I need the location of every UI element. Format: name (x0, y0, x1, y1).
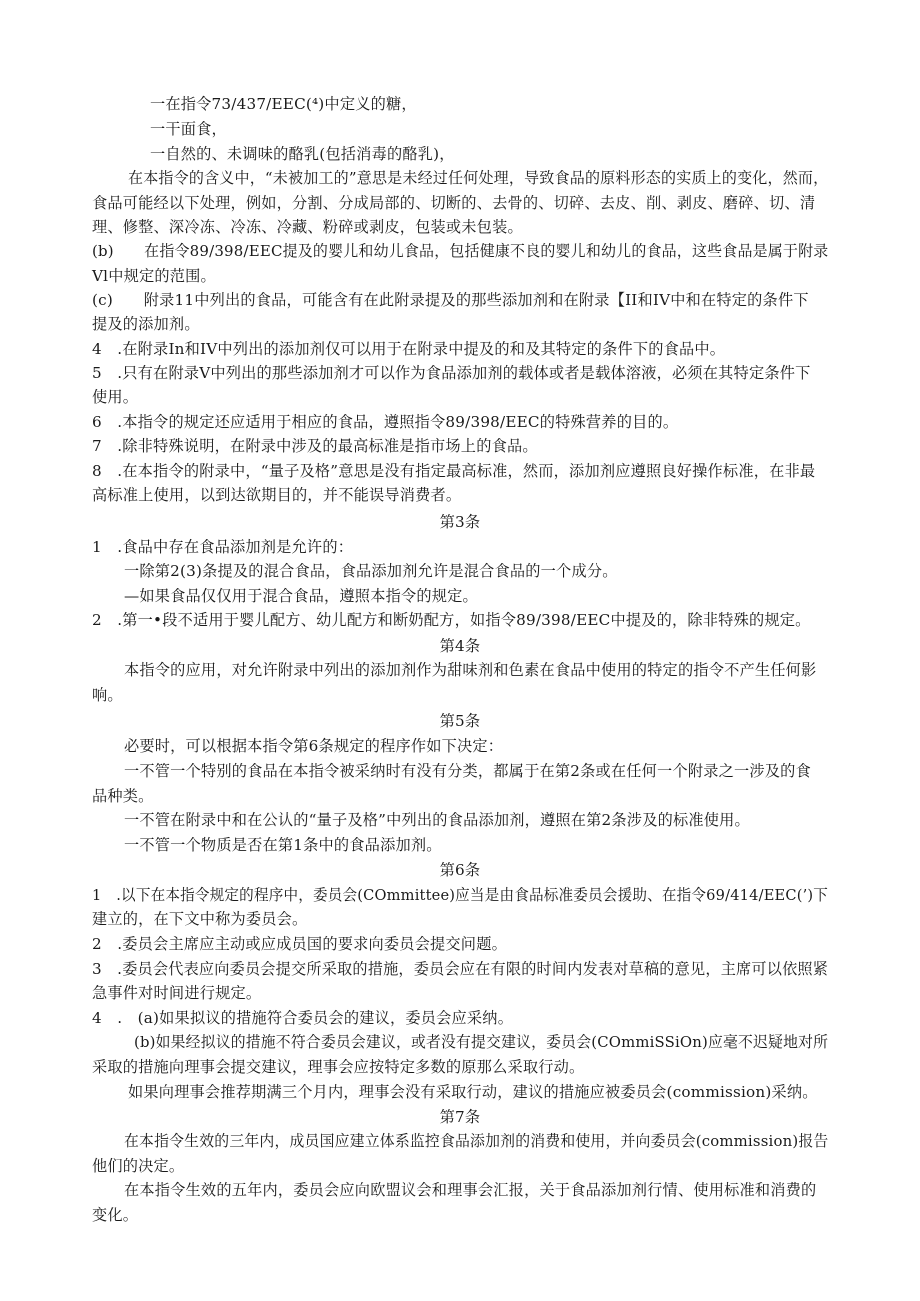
text-line: 一除第2(3)条提及的混合食品，食品添加剂允许是混合食品的一个成分。 (124, 562, 618, 580)
text-line: 理、修整、深冷冻、冷冻、冷藏、粉碎或剥皮，包装或未包装。 (92, 218, 523, 236)
text-line: 他们的决定。 (92, 1157, 185, 1175)
text-line: 一在指令73/437/EEC(⁴)中定义的糖， (150, 95, 417, 113)
text-line: 变化。 (92, 1206, 139, 1224)
text-line: 高标准上使用，以到达欲期目的，并不能误导消费者。 (92, 486, 462, 504)
text-line: 1 .食品中存在食品添加剂是允许的： (92, 538, 354, 556)
text-line: 1 .以下在本指令规定的程序中，委员会(COmmittee)应当是由食品标准委员会援助、在指令69/414/EEC(’)下 (92, 886, 829, 904)
text-line: 如果向理事会推荐期满三个月内，理事会没有采取行动，建议的措施应被委员会(commission)采纳。 (128, 1083, 818, 1101)
text-line: 在本指令生效的三年内，成员国应建立体系监控食品添加剂的消费和使用，并向委员会(commission)报告 (124, 1132, 829, 1150)
text-line: 一不管在附录中和在公认的“量子及格”中列出的食品添加剂，遵照在第2条涉及的标准使用。 (124, 811, 750, 829)
text-line: 在本指令生效的五年内，委员会应向欧盟议会和理事会汇报，关于食品添加剂行情、使用标准和消费的 (124, 1181, 817, 1199)
text-line: 在本指令的含义中，“未被加工的”意思是未经过任何处理，导致食品的原料形态的实质上的变化，然而， (128, 169, 829, 187)
text-line: 7 .除非特殊说明，在附录中涉及的最高标准是指市场上的食品。 (92, 437, 538, 455)
text-line: 一自然的、未调味的酪乳(包括消毒的酪乳)， (150, 145, 455, 163)
text-line: (b) 在指令89/398/EEC提及的婴儿和幼儿食品，包括健康不良的婴儿和幼儿的食品，这些食品是属于附录 (92, 242, 829, 260)
text-line: 一干面食， (150, 120, 227, 138)
text-line: 响。 (92, 686, 123, 704)
article-heading: 第5条 (439, 712, 481, 730)
text-line: 建立的，在下文中称为委员会。 (92, 910, 308, 928)
text-line: 提及的添加剂。 (92, 315, 200, 333)
article-heading: 第4条 (439, 637, 481, 655)
article-heading: 第6条 (439, 861, 481, 879)
text-line: (b)如果经拟议的措施不符合委员会建议，或者没有提交建议，委员会(COmmiSSiOn)应毫不迟疑地对所 (134, 1033, 829, 1051)
text-line: 6 .本指令的规定还应适用于相应的食品，遵照指令89/398/EEC的特殊营养的目的。 (92, 413, 679, 431)
text-line: 2 .第一•段不适用于婴儿配方、幼儿配方和断奶配方，如指令89/398/EEC中提及的，除非特殊的规定。 (92, 611, 811, 629)
text-line: 4 .在附录In和IV中列出的添加剂仅可以用于在附录中提及的和及其特定的条件下的食品中。 (92, 340, 726, 358)
text-line: 3 .委员会代表应向委员会提交所采取的措施，委员会应在有限的时间内发表对草稿的意见，主席可以依照紧 (92, 960, 829, 978)
text-line: 一不管一个特别的食品在本指令被采纳时有没有分类，都属于在第2条或在任何一个附录之一涉及的食 (124, 762, 811, 780)
text-line: 5 .只有在附录V中列出的那些添加剂才可以作为食品添加剂的载体或者是载体溶液，必须在其特定条件下 (92, 364, 811, 382)
text-line: 2 .委员会主席应主动或应成员国的要求向委员会提交问题。 (92, 935, 507, 953)
text-line: 4 . (a)如果拟议的措施符合委员会的建议，委员会应采纳。 (92, 1009, 514, 1027)
article-heading: 第3条 (439, 513, 481, 531)
text-line: 急事件对时间进行规定。 (92, 984, 262, 1002)
text-line: (c) 附录11中列出的食品，可能含有在此附录提及的那些添加剂和在附录【II和IV中和在特定的条件下 (92, 291, 809, 309)
text-line: 8 .在本指令的附录中，“量子及格”意思是没有指定最高标准，然而，添加剂应遵照良好操作标准，在非最 (92, 462, 816, 480)
text-line: Vl中规定的范围。 (92, 267, 216, 285)
text-line: 必要时，可以根据本指令第6条规定的程序作如下决定： (124, 737, 504, 755)
text-line: 食品可能经以下处理，例如，分割、分成局部的、切断的、去骨的、切碎、去皮、削、剥皮、磨碎、切、清 (92, 194, 816, 212)
text-line: 使用。 (92, 388, 139, 406)
text-line: —如果食品仅仅用于混合食品，遵照本指令的规定。 (124, 587, 478, 605)
text-line: 一不管一个物质是否在第1条中的食品添加剂。 (124, 836, 442, 854)
article-heading: 第7条 (439, 1108, 481, 1126)
text-line: 本指令的应用，对允许附录中列出的添加剂作为甜味剂和色素在食品中使用的特定的指令不产生任何影 (124, 661, 817, 679)
text-line: 品种类。 (92, 787, 154, 805)
text-line: 采取的措施向理事会提交建议，理事会应按特定多数的原那么采取行动。 (92, 1058, 585, 1076)
